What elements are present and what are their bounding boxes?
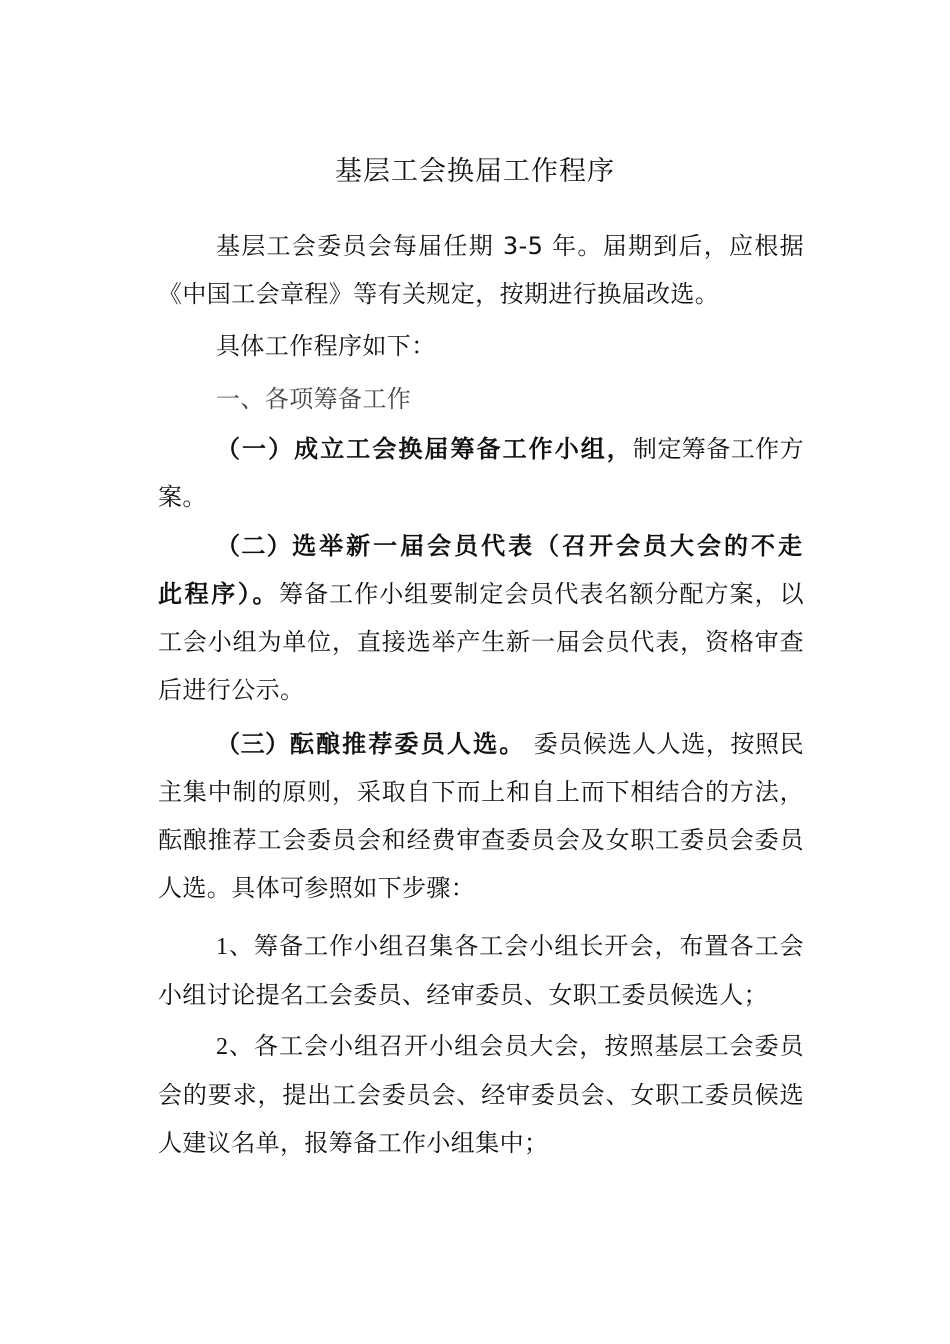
step-1-text: 、筹备工作小组召集各工会小组长开会，布置各工会小组讨论提名工会委员、经审委员、女职工委员候选人； [158,932,804,1009]
step-2-number: 2 [216,1034,229,1060]
step-1-number: 1 [216,934,229,960]
step-2-text: 、各工会小组召开小组会员大会，按照基层工会委员会的要求，提出工会委员会、经审委员会、女职工委员候选人建议名单，报筹备工作小组集中； [158,1032,804,1157]
item-1-paragraph [158,425,804,521]
item-2-paragraph [158,522,804,714]
step-1-paragraph [158,922,804,1019]
item-3-text: 委员候选人人选，按照民主集中制的原则，采取自下而上和自上而下相结合的方法，酝酿推荐工会委员会和经费审查委员会及女职工委员会委员人选。具体可参照如下步骤： [158,730,805,902]
intro-paragraph: 基层工会委员会每届任期 3-5 年。届期到后，应根据《中国工会章程》等有关规定，按期进行换届改选。 [158,232,804,308]
item-3-paragraph [158,720,804,912]
step-2-paragraph [158,1022,804,1167]
item-2-text: 筹备工作小组要制定会员代表名额分配方案，以工会小组为单位，直接选举产生新一届会员代表，资格审查后进行公示。 [158,580,804,704]
item-1-text: 制定筹备工作方案。 [158,435,804,511]
section-heading-preparation: 一、各项筹备工作 [216,385,412,413]
item-2-paren: （二） [216,532,293,560]
item-1-label: （一）成立工会换届筹备工作小组， [216,434,633,463]
item-2-label: 选举新一届会员代表（召开会员大会的不走此程序）。 [158,531,804,608]
procedure-intro: 具体工作程序如下： [216,332,436,360]
item-3-label: 酝酿推荐委员人选。 [289,729,526,758]
item-3-paren: （三） [216,730,290,758]
document-title: 基层工会换届工作程序 [335,156,615,187]
